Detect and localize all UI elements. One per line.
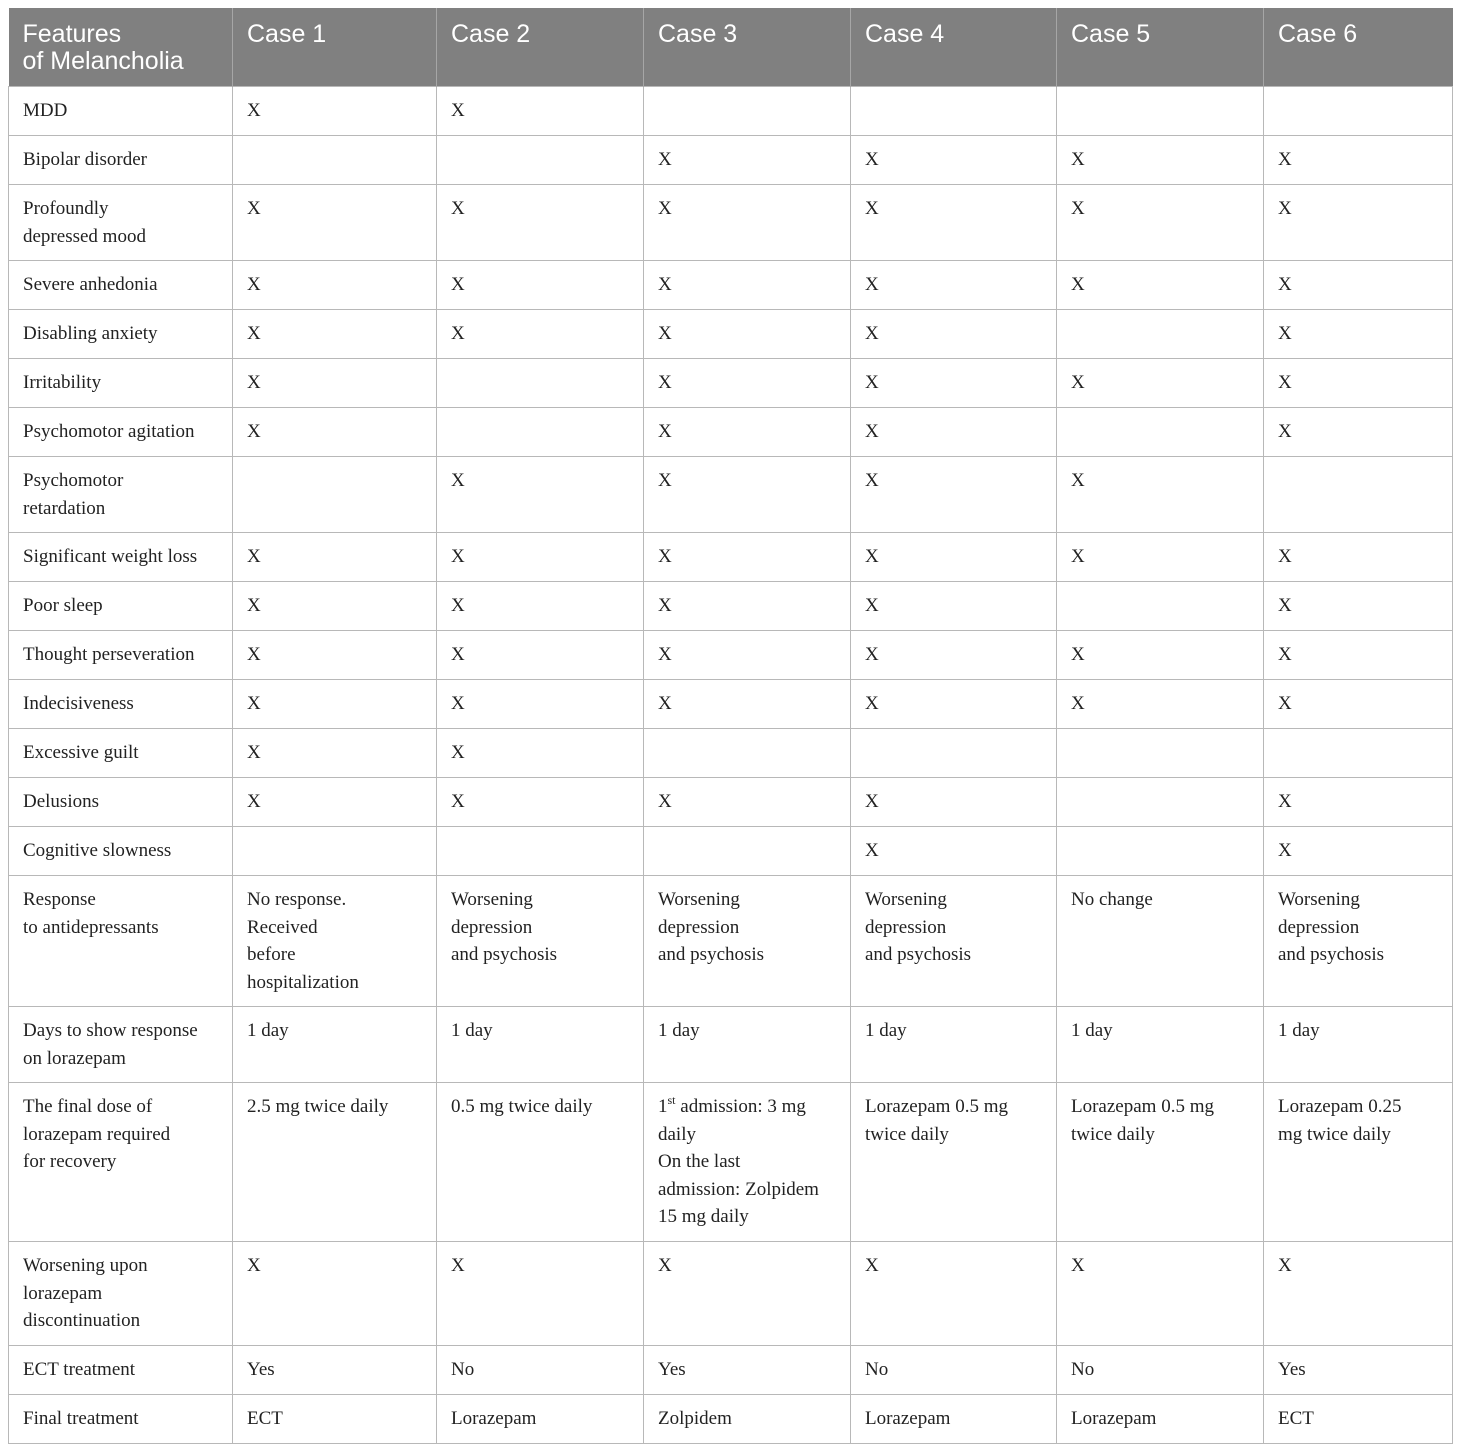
case-4-cell: X: [851, 778, 1057, 827]
case-2-cell: [437, 359, 644, 408]
case-6-cell: [1264, 457, 1453, 533]
case-5-cell: [1057, 582, 1264, 631]
case-2-cell: X: [437, 185, 644, 261]
case-3-cell: Worsening depression and psychosis: [644, 876, 851, 1007]
case-2-cell: X: [437, 310, 644, 359]
table-row: [9, 827, 1453, 876]
table-row: [9, 631, 1453, 680]
case-4-cell: [851, 87, 1057, 136]
case-6-cell: Lorazepam 0.25 mg twice daily: [1264, 1083, 1453, 1242]
table-row: [9, 582, 1453, 631]
case-3-cell: X: [644, 778, 851, 827]
case-4-cell: X: [851, 310, 1057, 359]
case-2-cell: X: [437, 457, 644, 533]
table-row: [9, 457, 1453, 533]
case-3-cell: X: [644, 631, 851, 680]
case-2-cell: X: [437, 533, 644, 582]
case-3-cell: X: [644, 1242, 851, 1346]
case-1-cell: X: [233, 1242, 437, 1346]
case-6-cell: X: [1264, 582, 1453, 631]
case-2-cell: X: [437, 778, 644, 827]
case-3-cell: X: [644, 533, 851, 582]
case-4-cell: Lorazepam 0.5 mg twice daily: [851, 1083, 1057, 1242]
case-6-cell: X: [1264, 778, 1453, 827]
case-4-cell: X: [851, 1242, 1057, 1346]
case-4-cell: X: [851, 533, 1057, 582]
case-3-cell: X: [644, 261, 851, 310]
case-5-cell: [1057, 87, 1264, 136]
case-5-cell: X: [1057, 261, 1264, 310]
case-2-cell: [437, 136, 644, 185]
case-2-cell: No: [437, 1345, 644, 1394]
case-2-cell: X: [437, 1242, 644, 1346]
feature-label: Psychomotor agitation: [9, 408, 233, 457]
case-3-cell: X: [644, 408, 851, 457]
case-1-cell: ECT: [233, 1394, 437, 1443]
case-5-cell: X: [1057, 136, 1264, 185]
case-5-cell: [1057, 778, 1264, 827]
case-6-cell: [1264, 729, 1453, 778]
case-5-cell: [1057, 310, 1264, 359]
case-1-cell: 2.5 mg twice daily: [233, 1083, 437, 1242]
header-case-6: Case 6: [1264, 8, 1453, 87]
case-6-cell: X: [1264, 1242, 1453, 1346]
feature-label: MDD: [9, 87, 233, 136]
feature-label: Worsening upon lorazepam discontinuation: [9, 1242, 233, 1346]
case-2-cell: X: [437, 680, 644, 729]
feature-label: Bipolar disorder: [9, 136, 233, 185]
case-3-cell: Yes: [644, 1345, 851, 1394]
case-1-cell: X: [233, 778, 437, 827]
case-3-cell: X: [644, 136, 851, 185]
table-row: [9, 1345, 1453, 1394]
case-5-cell: X: [1057, 680, 1264, 729]
case-1-cell: X: [233, 359, 437, 408]
feature-label: Cognitive slowness: [9, 827, 233, 876]
case-6-cell: Worsening depression and psychosis: [1264, 876, 1453, 1007]
case-4-cell: 1 day: [851, 1007, 1057, 1083]
table-row: [9, 533, 1453, 582]
case-1-cell: X: [233, 582, 437, 631]
table-row: [9, 1242, 1453, 1346]
case-1-cell: X: [233, 533, 437, 582]
feature-label: Profoundly depressed mood: [9, 185, 233, 261]
case-2-cell: 0.5 mg twice daily: [437, 1083, 644, 1242]
case-3-cell: X: [644, 310, 851, 359]
feature-label: Irritability: [9, 359, 233, 408]
case-4-cell: No: [851, 1345, 1057, 1394]
case-5-cell: Lorazepam: [1057, 1394, 1264, 1443]
case-1-cell: X: [233, 729, 437, 778]
case-2-cell: X: [437, 729, 644, 778]
feature-label: Final treatment: [9, 1394, 233, 1443]
case-5-cell: [1057, 729, 1264, 778]
case-6-cell: ECT: [1264, 1394, 1453, 1443]
case-4-cell: X: [851, 136, 1057, 185]
header-case-4: Case 4: [851, 8, 1057, 87]
case-2-cell: Lorazepam: [437, 1394, 644, 1443]
case-5-cell: X: [1057, 359, 1264, 408]
table-row: [9, 261, 1453, 310]
case-4-cell: X: [851, 408, 1057, 457]
case-6-cell: X: [1264, 261, 1453, 310]
case-3-cell: [644, 87, 851, 136]
case-1-cell: [233, 827, 437, 876]
case-6-cell: X: [1264, 359, 1453, 408]
header-case-1: Case 1: [233, 8, 437, 87]
case-6-cell: X: [1264, 310, 1453, 359]
table-row: [9, 729, 1453, 778]
case-4-cell: X: [851, 827, 1057, 876]
case-5-cell: X: [1057, 457, 1264, 533]
table-row: [9, 778, 1453, 827]
feature-label: Indecisiveness: [9, 680, 233, 729]
case-4-cell: X: [851, 457, 1057, 533]
table-row: [9, 185, 1453, 261]
case-1-cell: [233, 457, 437, 533]
case-5-cell: X: [1057, 185, 1264, 261]
case-5-cell: X: [1057, 631, 1264, 680]
case-1-cell: 1 day: [233, 1007, 437, 1083]
case-4-cell: X: [851, 631, 1057, 680]
case-6-cell: X: [1264, 631, 1453, 680]
feature-label: Response to antidepressants: [9, 876, 233, 1007]
table-row: [9, 87, 1453, 136]
header-case-5: Case 5: [1057, 8, 1264, 87]
case-6-cell: 1 day: [1264, 1007, 1453, 1083]
feature-label: Days to show response on lorazepam: [9, 1007, 233, 1083]
melancholia-features-table: [8, 8, 1453, 1444]
case-1-cell: [233, 136, 437, 185]
table-body: [9, 87, 1453, 1444]
feature-label: Delusions: [9, 778, 233, 827]
case-6-cell: Yes: [1264, 1345, 1453, 1394]
case-4-cell: [851, 729, 1057, 778]
case-6-cell: X: [1264, 185, 1453, 261]
case-3-cell: X: [644, 185, 851, 261]
feature-label: Disabling anxiety: [9, 310, 233, 359]
case-4-cell: X: [851, 261, 1057, 310]
table-row: [9, 136, 1453, 185]
ordinal-suffix: st: [667, 1092, 676, 1107]
case-2-cell: X: [437, 582, 644, 631]
case-2-cell: Worsening depression and psychosis: [437, 876, 644, 1007]
table-row: [9, 1394, 1453, 1443]
case-6-cell: X: [1264, 827, 1453, 876]
case-2-cell: 1 day: [437, 1007, 644, 1083]
feature-label: Psychomotor retardation: [9, 457, 233, 533]
feature-label: Significant weight loss: [9, 533, 233, 582]
case-5-cell: No: [1057, 1345, 1264, 1394]
case-5-cell: [1057, 827, 1264, 876]
case-5-cell: [1057, 408, 1264, 457]
case-2-cell: [437, 827, 644, 876]
case-5-cell: X: [1057, 533, 1264, 582]
feature-label: ECT treatment: [9, 1345, 233, 1394]
case-1-cell: X: [233, 185, 437, 261]
header-features: Features of Melancholia: [9, 8, 233, 87]
case-4-cell: X: [851, 582, 1057, 631]
feature-label: Excessive guilt: [9, 729, 233, 778]
case-3-cell: 1st admission: 3 mg daily On the last admission: Zolpidem 15 mg daily: [644, 1083, 851, 1242]
case-4-cell: X: [851, 185, 1057, 261]
case-4-cell: X: [851, 680, 1057, 729]
case-1-cell: Yes: [233, 1345, 437, 1394]
header-row: [9, 8, 1453, 87]
case-4-cell: X: [851, 359, 1057, 408]
case-1-cell: No response. Received before hospitalization: [233, 876, 437, 1007]
case-2-cell: [437, 408, 644, 457]
table-row: [9, 408, 1453, 457]
case-3-cell: Zolpidem: [644, 1394, 851, 1443]
table-row: [9, 1007, 1453, 1083]
feature-label: Poor sleep: [9, 582, 233, 631]
case-6-cell: X: [1264, 533, 1453, 582]
case-5-cell: No change: [1057, 876, 1264, 1007]
table-row: [9, 310, 1453, 359]
case-4-cell: Lorazepam: [851, 1394, 1057, 1443]
case-4-cell: Worsening depression and psychosis: [851, 876, 1057, 1007]
case-1-cell: X: [233, 87, 437, 136]
table-header: [9, 8, 1453, 87]
case-3-cell: X: [644, 680, 851, 729]
feature-label: Severe anhedonia: [9, 261, 233, 310]
header-case-3: Case 3: [644, 8, 851, 87]
case-6-cell: X: [1264, 408, 1453, 457]
case-3-cell: X: [644, 457, 851, 533]
case-2-cell: X: [437, 261, 644, 310]
case-1-cell: X: [233, 408, 437, 457]
case-1-cell: X: [233, 261, 437, 310]
feature-label: Thought perseveration: [9, 631, 233, 680]
case-3-cell: X: [644, 359, 851, 408]
case-3-cell: [644, 827, 851, 876]
case-3-cell: 1 day: [644, 1007, 851, 1083]
case-1-cell: X: [233, 680, 437, 729]
case-1-cell: X: [233, 631, 437, 680]
case-3-cell: X: [644, 582, 851, 631]
case-1-cell: X: [233, 310, 437, 359]
feature-label: The final dose of lorazepam required for recovery: [9, 1083, 233, 1242]
case-5-cell: X: [1057, 1242, 1264, 1346]
case-5-cell: 1 day: [1057, 1007, 1264, 1083]
case-6-cell: X: [1264, 136, 1453, 185]
table-row: [9, 1083, 1453, 1242]
case-3-cell: [644, 729, 851, 778]
header-case-2: Case 2: [437, 8, 644, 87]
table-row: [9, 359, 1453, 408]
case-2-cell: X: [437, 631, 644, 680]
case-5-cell: Lorazepam 0.5 mg twice daily: [1057, 1083, 1264, 1242]
table-row: [9, 876, 1453, 1007]
case-6-cell: X: [1264, 680, 1453, 729]
table-row: [9, 680, 1453, 729]
case-6-cell: [1264, 87, 1453, 136]
case-2-cell: X: [437, 87, 644, 136]
